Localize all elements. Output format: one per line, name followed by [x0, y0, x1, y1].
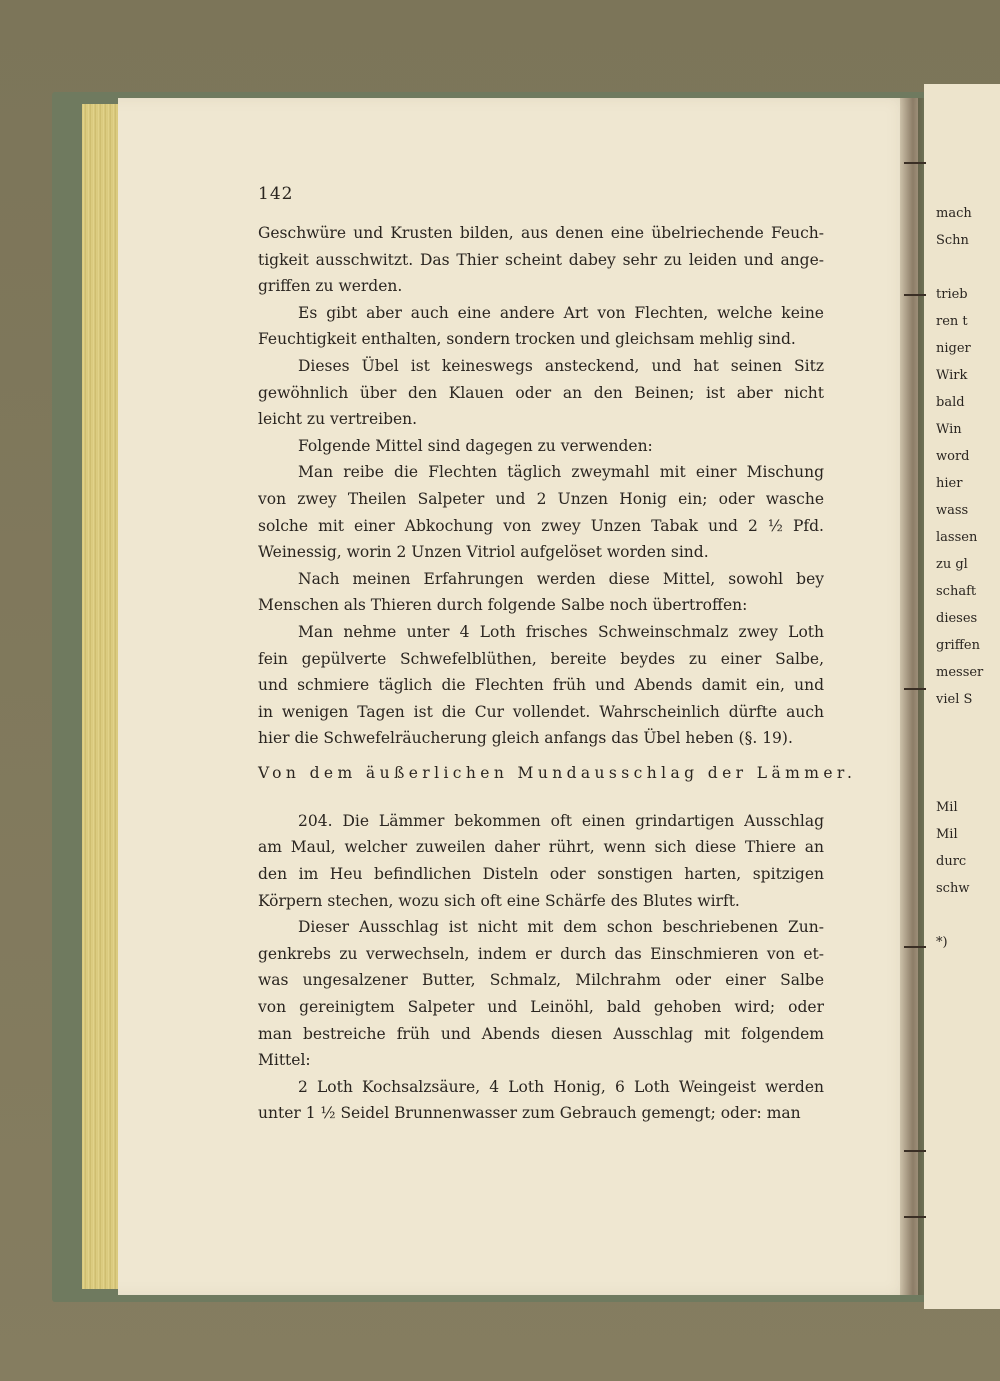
page-edges — [82, 104, 120, 1289]
text-block-2 — [258, 808, 824, 1127]
text-line: 2 Loth Kochsalzsäure, 4 Loth Honig, 6 Loth Weingeist werden — [298, 1077, 824, 1096]
text-line: gewöhnlich über den Klauen oder an den Beinen; ist aber nicht — [258, 383, 824, 402]
text-line: hier die Schwefelräucherung gleich anfangs das Übel heben (§. 19). — [258, 729, 793, 748]
right-page-fragment: word — [936, 449, 970, 464]
text-line: solche mit einer Abkochung von zwey Unzen Tabak und 2 ½ Pfd. — [258, 516, 824, 535]
text-line: Folgende Mittel sind dagegen zu verwenden: — [298, 436, 653, 455]
right-page-fragment — [936, 767, 1000, 794]
text-line: von zwey Theilen Salpeter und 2 Unzen Honig ein; oder wasche — [258, 489, 824, 508]
text-line: am Maul, welcher zuweilen daher rührt, wenn sich diese Thiere an — [258, 838, 824, 857]
text-line: Es gibt aber auch eine andere Art von Flechten, welche keine — [298, 303, 824, 322]
binding-thread-mark — [904, 1216, 926, 1218]
right-page-fragment: bald — [936, 395, 965, 410]
right-page-fragment: dieses — [936, 611, 978, 626]
text-line: Geschwüre und Krusten bilden, aus denen eine übelriechende Feuch- — [258, 224, 824, 242]
binding-thread-mark — [904, 162, 926, 164]
right-page-text — [936, 200, 1000, 956]
right-page-fragment: griffen — [936, 638, 980, 653]
text-line: Man reibe die Flechten täglich zweymahl mit einer Mischung — [298, 463, 824, 482]
right-page-fragment — [936, 713, 1000, 740]
right-page-fragment: messer — [936, 665, 984, 680]
right-page-fragment: durc — [936, 854, 967, 869]
text-line: Feuchtigkeit enthalten, sondern trocken und gleichsam mehlig sind. — [258, 330, 796, 349]
text-line: und schmiere täglich die Flechten früh und Abends damit ein, und — [258, 676, 824, 695]
right-page-fragment — [936, 254, 1000, 281]
right-page-fragment: Win — [936, 422, 962, 437]
text-line: Mittel: — [258, 1051, 311, 1070]
text-line: von gereinigtem Salpeter und Leinöhl, bald gehoben wird; oder — [258, 998, 824, 1017]
text-line: den im Heu befindlichen Disteln oder sonstigen harten, spitzigen — [258, 865, 824, 884]
binding-thread-mark — [904, 1150, 926, 1152]
text-line: griffen zu werden. — [258, 277, 403, 296]
right-page-fragment: zu gl — [936, 557, 968, 572]
right-page-fragment: schaft — [936, 584, 977, 599]
right-page-fragment: Mil — [936, 800, 958, 815]
right-page-fragment: viel S — [936, 692, 973, 707]
binding-thread-mark — [904, 294, 926, 296]
text-line: Menschen als Thieren durch folgende Salbe noch übertroffen: — [258, 596, 748, 615]
right-page-fragment: trieb — [936, 287, 968, 302]
text-line: man bestreiche früh und Abends diesen Ausschlag mit folgendem — [258, 1024, 824, 1043]
page-number: 142 — [258, 184, 294, 204]
binding-thread-mark — [904, 688, 926, 690]
text-line: 204. Die Lämmer bekommen oft einen grindartigen Ausschlag — [298, 811, 824, 830]
right-page-fragment — [936, 740, 1000, 767]
text-line: fein gepülverte Schwefelblüthen, bereite beydes zu einer Salbe, — [258, 649, 824, 668]
right-page-fragment: lassen — [936, 530, 978, 545]
page-text — [258, 184, 857, 1127]
text-line: leicht zu vertreiben. — [258, 410, 418, 429]
right-page-fragment: Mil — [936, 827, 958, 842]
text-line: unter 1 ½ Seidel Brunnenwasser zum Gebrauch gemengt; oder: man — [258, 1104, 801, 1123]
section-heading: Von dem äußerlichen Mundausschlag der Lämmer. — [258, 763, 857, 782]
right-page-fragment: wass — [936, 503, 969, 518]
text-line: Dieses Übel ist keineswegs ansteckend, und hat seinen Sitz — [298, 356, 824, 375]
book-gutter — [900, 98, 926, 1295]
text-block-1 — [258, 220, 824, 752]
right-page-fragment: hier — [936, 476, 963, 491]
right-page-fragment: schw — [936, 881, 970, 896]
text-line: Nach meinen Erfahrungen werden diese Mittel, sowohl bey — [298, 569, 824, 588]
text-line: genkrebs zu verwechseln, indem er durch das Einschmieren von et- — [258, 944, 824, 963]
text-line: tigkeit ausschwitzt. Das Thier scheint dabey sehr zu leiden und ange- — [258, 250, 824, 269]
binding-thread-mark — [904, 946, 926, 948]
right-page-fragment: Schn — [936, 233, 969, 248]
text-line: was ungesalzener Butter, Schmalz, Milchrahm oder einer Salbe — [258, 971, 824, 990]
right-page-fragment: ren t — [936, 314, 968, 329]
right-page-fragment: mach — [936, 206, 972, 221]
text-line: Man nehme unter 4 Loth frisches Schweinschmalz zwey Loth — [298, 622, 824, 641]
text-line: in wenigen Tagen ist die Cur vollendet. Wahrscheinlich dürfte auch — [258, 702, 824, 721]
right-page-fragment: niger — [936, 341, 971, 356]
right-page-fragment: *) — [936, 935, 948, 950]
right-page-fragment: Wirk — [936, 368, 968, 383]
text-line: Körpern stechen, wozu sich oft eine Schärfe des Blutes wirft. — [258, 891, 740, 910]
text-line: Dieser Ausschlag ist nicht mit dem schon beschriebenen Zun- — [298, 918, 824, 937]
right-page-fragment — [936, 902, 1000, 929]
text-line: Weinessig, worin 2 Unzen Vitriol aufgelöset worden sind. — [258, 543, 709, 562]
